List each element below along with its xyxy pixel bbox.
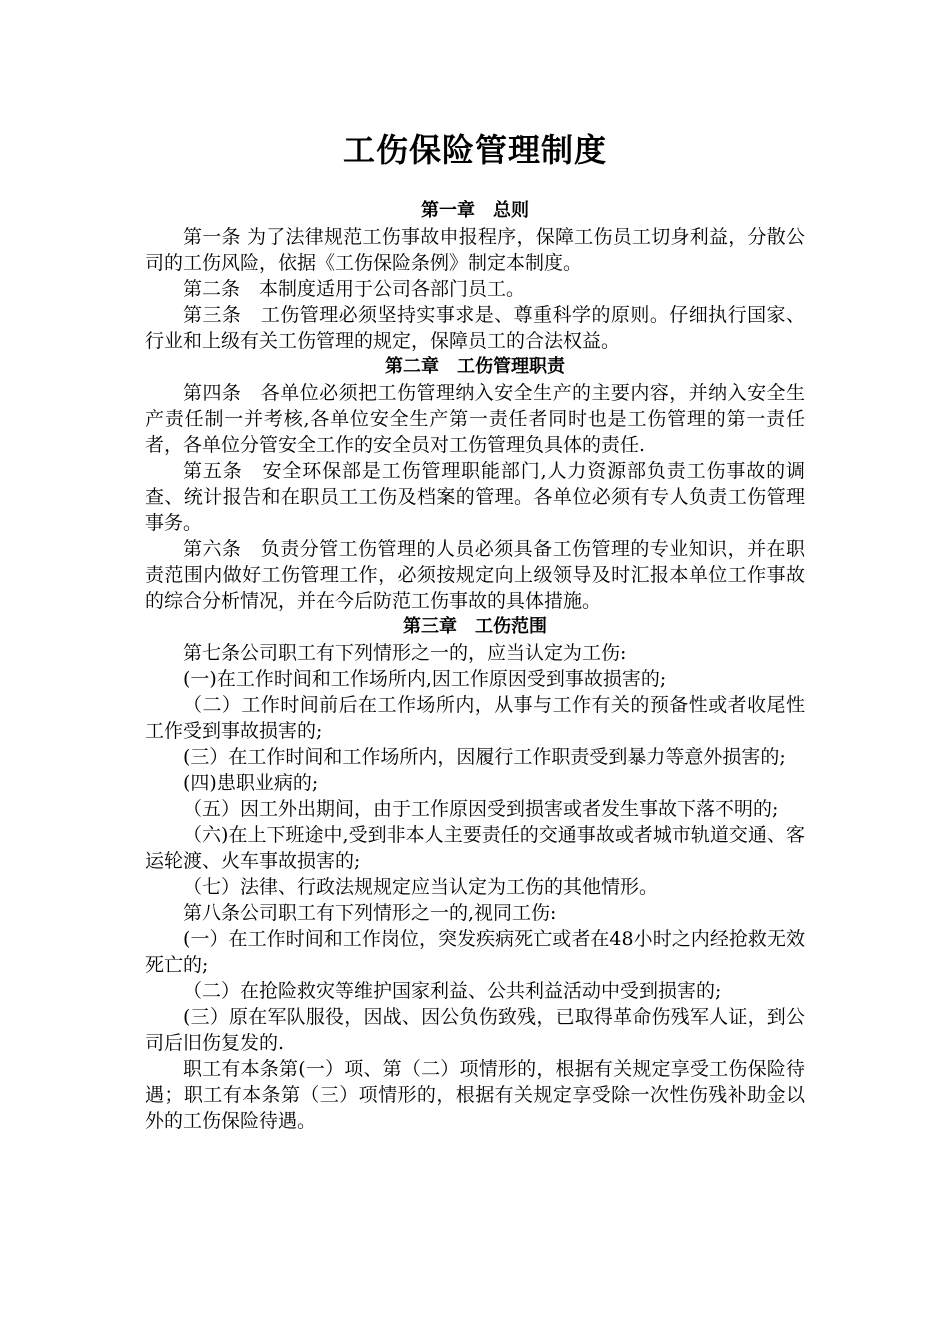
article-paragraph: 职工有本条第(一）项、第（二）项情形的，根据有关规定享受工伤保险待遇；职工有本条第（三）项情形的，根据有关规定享受除一次性伤残补助金以外的工伤保险待遇。 <box>145 1058 805 1132</box>
list-item-paragraph: （六)在上下班途中,受到非本人主要责任的交通事故或者城市轨道交通、客运轮渡、火车事故损害的; <box>145 824 805 872</box>
list-item-paragraph: （二）在抢险救灾等维护国家利益、公共利益活动中受到损害的; <box>183 980 722 1002</box>
article-paragraph: 第一条 为了法律规范工伤事故申报程序，保障工伤员工切身利益，分散公司的工伤风险，依据《工伤保险条例》制定本制度。 <box>145 226 805 274</box>
list-item-paragraph: （二）工作时间前后在工作场所内，从事与工作有关的预备性或者收尾性工作受到事故损害的; <box>145 694 805 742</box>
chapter-1 <box>145 198 805 354</box>
document-page <box>145 120 805 1134</box>
list-item-paragraph: (三）原在军队服役，因战、因公负伤致残，已取得革命伤残军人证，到公司后旧伤复发的. <box>145 1006 805 1054</box>
document-title: 工伤保险管理制度 <box>342 131 607 169</box>
chapter-heading: 第二章 工伤管理职责 <box>385 356 565 377</box>
list-item-paragraph: （五）因工外出期间，由于工作原因受到损害或者发生事故下落不明的; <box>183 798 779 820</box>
chapter-heading: 第三章 工伤范围 <box>403 616 547 637</box>
article-paragraph: 第四条 各单位必须把工伤管理纳入安全生产的主要内容，并纳入安全生产责任制一并考核,各单位安全生产第一责任者同时也是工伤管理的第一责任者，各单位分管安全工作的安全员对工伤管理负具体的责任. <box>145 382 805 456</box>
article-paragraph: 第二条 本制度适用于公司各部门员工。 <box>183 278 526 300</box>
list-item-paragraph: （七）法律、行政法规规定应当认定为工伤的其他情形。 <box>183 876 659 898</box>
chapter-3 <box>145 614 805 1134</box>
list-item-paragraph: (四)患职业病的; <box>183 772 319 794</box>
article-paragraph: 第八条公司职工有下列情形之一的,视同工伤: <box>183 902 557 924</box>
list-item-paragraph: (一）在工作时间和工作岗位，突发疾病死亡或者在48小时之内经抢救无效死亡的; <box>145 928 805 976</box>
article-paragraph: 第三条 工伤管理必须坚持实事求是、尊重科学的原则。仔细执行国家、行业和上级有关工伤管理的规定，保障员工的合法权益。 <box>145 304 805 352</box>
article-paragraph: 第六条 负责分管工伤管理的人员必须具备工伤管理的专业知识，并在职责范围内做好工伤管理工作，必须按规定向上级领导及时汇报本单位工作事故的综合分析情况，并在今后防范工伤事故的具体措施。 <box>145 538 805 612</box>
list-item-paragraph: (三）在工作时间和工作场所内，因履行工作职责受到暴力等意外损害的; <box>183 746 786 768</box>
list-item-paragraph: (一)在工作时间和工作场所内,因工作原因受到事故损害的; <box>183 668 667 690</box>
article-paragraph: 第五条 安全环保部是工伤管理职能部门,人力资源部负责工伤事故的调查、统计报告和在职员工工伤及档案的管理。各单位必须有专人负责工伤管理事务。 <box>145 460 805 534</box>
chapter-heading: 第一章 总则 <box>421 200 529 221</box>
article-paragraph: 第七条公司职工有下列情形之一的，应当认定为工伤: <box>183 642 627 664</box>
chapter-2 <box>145 354 805 614</box>
